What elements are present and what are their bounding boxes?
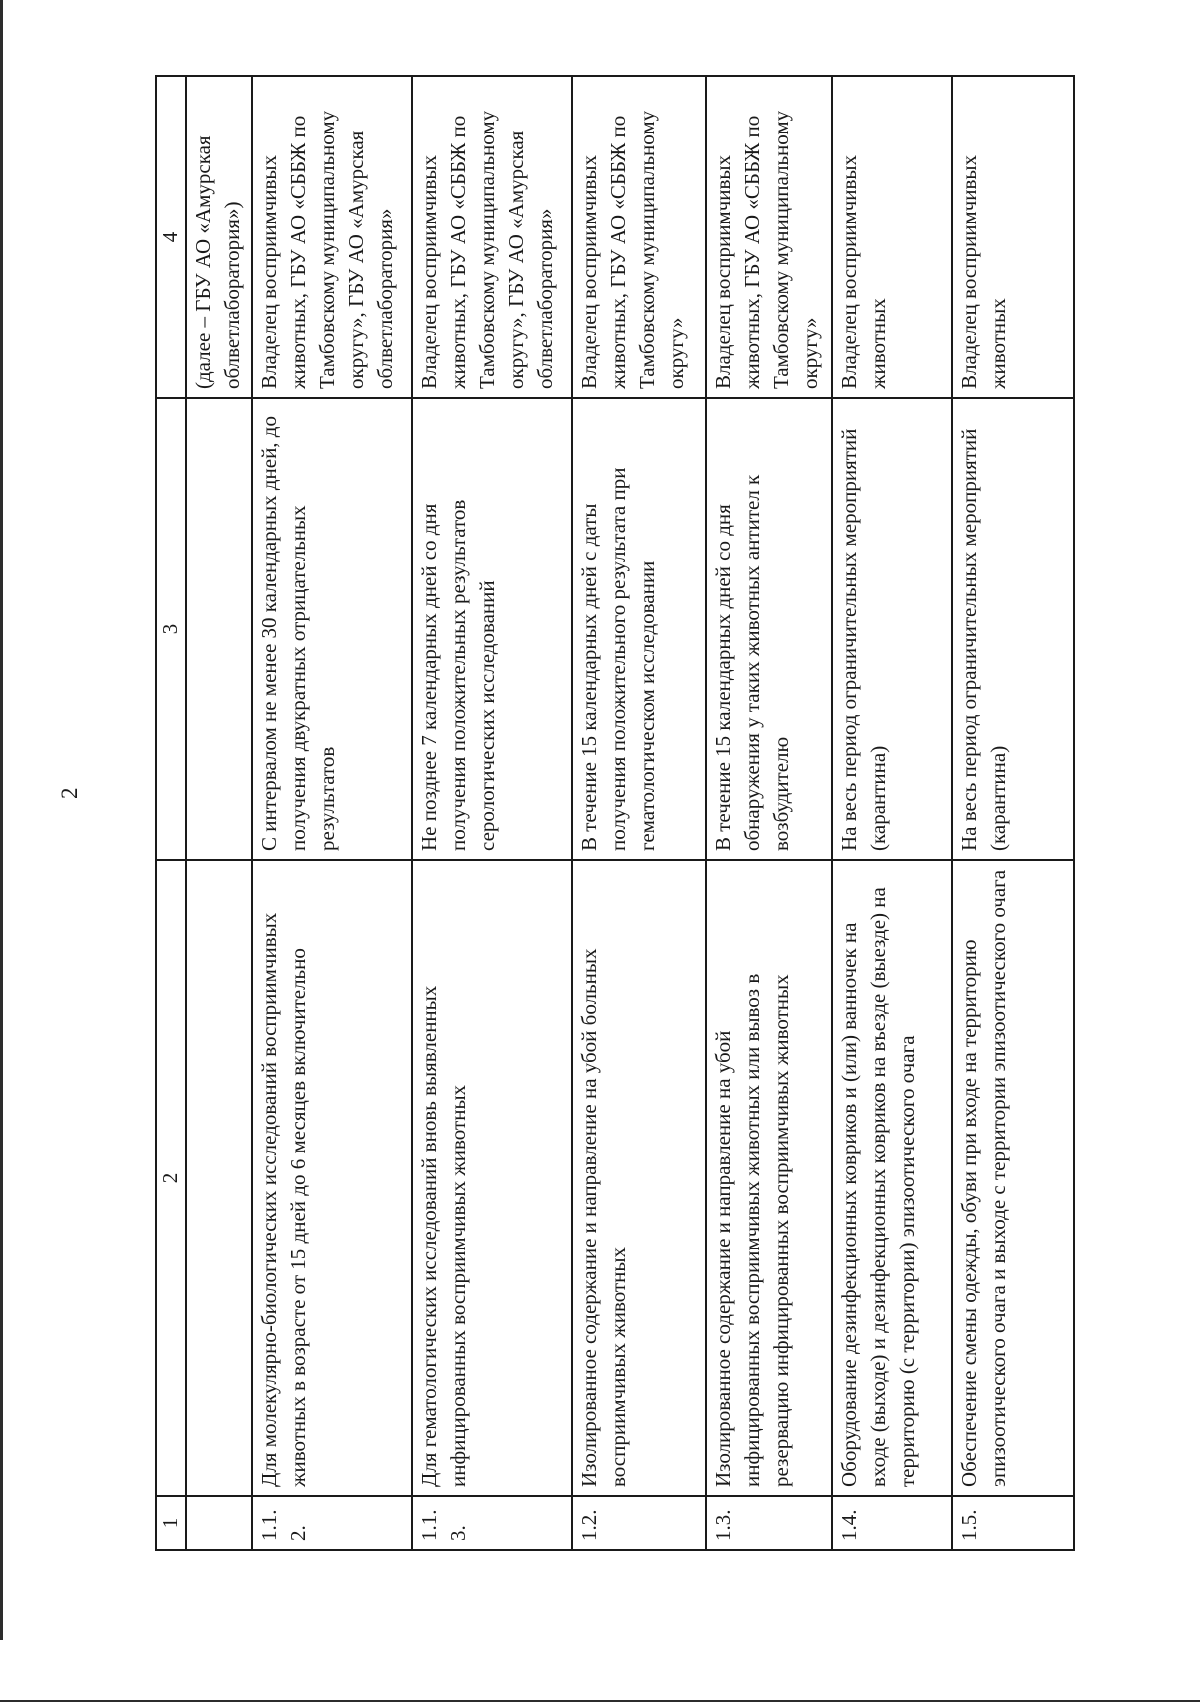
measure-cell: Оборудование дезинфекционных ковриков и (или) ванночек на входе (выходе) и дезинфекционных ковриков на въезде (выезде) на территорию (с территории) эпизоотического очага — [832, 860, 952, 1496]
measure-cell: Для гематологических исследований вновь выявленных инфицированных восприимчивых животных — [412, 860, 572, 1496]
responsible-cell: Владелец восприимчивых животных, ГБУ АО «СББЖ по Тамбовскому муниципальному округу», ГБУ АО «Амурская облветлаборатория» — [252, 76, 412, 398]
responsible-cell: Владелец восприимчивых животных, ГБУ АО «СББЖ по Тамбовскому муниципальному округу» — [706, 76, 832, 398]
row-number-cell: 1.5. — [952, 1496, 1074, 1550]
row-number-cell: 1.3. — [706, 1496, 832, 1550]
term-cell: На весь период ограничительных мероприятий (карантина) — [832, 398, 952, 860]
measure-cell: Для молекулярно-биологических исследований восприимчивых животных в возрасте от 15 дней до 6 месяцев включительно — [252, 860, 412, 1496]
column-header-1: 1 — [156, 1496, 186, 1550]
scan-edge-bottom — [0, 1700, 1200, 1702]
column-header-2: 2 — [156, 860, 186, 1496]
measure-cell: Обеспечение смены одежды, обуви при входе на территорию эпизоотического очага и выходе с территории эпизоотического очага — [952, 860, 1074, 1496]
term-cell: Не позднее 7 календарных дней со дня получения положительных результатов серологических исследований — [412, 398, 572, 860]
measures-table — [155, 75, 1075, 1551]
measure-cell: Изолированное содержание и направление на убой больных восприимчивых животных — [572, 860, 706, 1496]
table-row — [412, 76, 572, 1550]
table-header-row — [156, 76, 186, 1550]
term-cell: На весь период ограничительных мероприятий (карантина) — [952, 398, 1074, 860]
responsible-cell: Владелец восприимчивых животных — [952, 76, 1074, 398]
term-cell: В течение 15 календарных дней с даты получения положительного результата при гематологическом исследовании — [572, 398, 706, 860]
table-row — [952, 76, 1074, 1550]
row-number-cell: 1.4. — [832, 1496, 952, 1550]
table-row — [832, 76, 952, 1550]
measure-cell — [186, 860, 252, 1496]
responsible-cell: Владелец восприимчивых животных — [832, 76, 952, 398]
table-row — [706, 76, 832, 1550]
row-number-cell: 1.1.3. — [412, 1496, 572, 1550]
scan-edge-left — [0, 0, 3, 1640]
row-number-cell — [186, 1496, 252, 1550]
column-header-3: 3 — [156, 398, 186, 860]
term-cell — [186, 398, 252, 860]
term-cell: С интервалом не менее 30 календарных дней, до получения двукратных отрицательных результатов — [252, 398, 412, 860]
row-number-cell: 1.2. — [572, 1496, 706, 1550]
table-row — [186, 76, 252, 1550]
page-number: 2 — [57, 787, 82, 799]
table-row — [252, 76, 412, 1550]
column-header-4: 4 — [156, 76, 186, 398]
measure-cell: Изолированное содержание и направление на убой инфицированных восприимчивых животных или вывоз в резервацию инфицированных восприимчивых животных — [706, 860, 832, 1496]
row-number-cell: 1.1.2. — [252, 1496, 412, 1550]
table-row — [572, 76, 706, 1550]
rotated-table-container — [155, 77, 1155, 1551]
responsible-cell: (далее – ГБУ АО «Амурская облветлаборатория») — [186, 76, 252, 398]
responsible-cell: Владелец восприимчивых животных, ГБУ АО «СББЖ по Тамбовскому муниципальному округу» — [572, 76, 706, 398]
term-cell: В течение 15 календарных дней со дня обнаружения у таких животных антител к возбудителю — [706, 398, 832, 860]
responsible-cell: Владелец восприимчивых животных, ГБУ АО «СББЖ по Тамбовскому муниципальному округу», ГБУ АО «Амурская облветлаборатория» — [412, 76, 572, 398]
